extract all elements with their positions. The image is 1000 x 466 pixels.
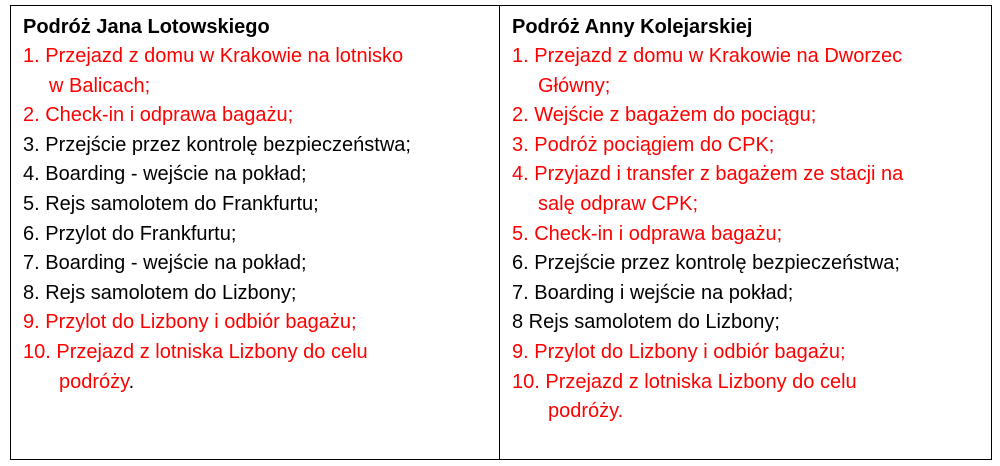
left-step-10-continuation	[49, 368, 489, 398]
left-step-10-continuation-word: podróży	[59, 370, 129, 393]
left-step-7	[23, 249, 489, 279]
left-step-1-text: 1. Przejazd z domu w Krakowie na lotnisko	[23, 45, 404, 67]
right-step-3-text: 3. Podróż pociągiem do CPK;	[512, 133, 775, 156]
right-step-2-text: 2. Wejście z bagażem do pociągu;	[512, 104, 817, 127]
right-step-2	[512, 101, 981, 131]
left-step-list	[23, 42, 489, 397]
left-step-9-text: 9. Przylot do Lizbony i odbiór bagażu;	[23, 311, 357, 334]
right-step-6-text: 6. Przejście przez kontrolę bezpieczeństwa;	[512, 252, 900, 275]
right-step-1-text: 1. Przejazd z domu w Krakowie na Dworzec	[512, 45, 903, 67]
left-step-6-text: 6. Przylot do Frankfurtu;	[23, 222, 237, 245]
right-step-6	[512, 249, 981, 279]
right-step-5-text: 5. Check-in i odprawa bagażu;	[512, 222, 783, 245]
comparison-table	[10, 5, 992, 460]
left-step-10-period: .	[128, 370, 135, 393]
right-step-9-text: 9. Przylot do Lizbony i odbiór bagażu;	[512, 340, 846, 363]
right-step-8	[512, 308, 981, 338]
left-step-5	[23, 190, 489, 220]
left-step-9	[23, 308, 489, 338]
left-column	[11, 6, 500, 459]
right-step-8-text: 8 Rejs samolotem do Lizbony;	[512, 311, 780, 334]
left-step-3	[23, 131, 489, 161]
right-step-7	[512, 279, 981, 309]
left-step-2	[23, 101, 489, 131]
right-column	[500, 6, 991, 459]
right-step-4-continuation: salę odpraw CPK;	[538, 192, 699, 215]
right-step-1-continuation: Główny;	[538, 74, 611, 97]
left-step-10-text: 10. Przejazd z lotniska Lizbony do celu	[23, 340, 368, 363]
left-step-2-text: 2. Check-in i odprawa bagażu;	[23, 104, 294, 127]
left-step-10	[23, 338, 489, 397]
right-step-10-continuation: podróży.	[548, 400, 624, 423]
left-step-7-text: 7. Boarding - wejście na pokład;	[23, 252, 307, 275]
right-step-4	[512, 160, 981, 219]
right-step-9	[512, 338, 981, 368]
left-step-8	[23, 279, 489, 309]
left-step-4	[23, 160, 489, 190]
left-step-6	[23, 220, 489, 250]
left-step-1-continuation: w Balicach;	[49, 74, 151, 97]
left-step-5-text: 5. Rejs samolotem do Frankfurtu;	[23, 192, 319, 215]
left-step-4-text: 4. Boarding - wejście na pokład;	[23, 163, 307, 186]
right-column-title: Podróż Anny Kolejarskiej	[512, 16, 753, 38]
right-step-10-text: 10. Przejazd z lotniska Lizbony do celu	[512, 370, 857, 393]
right-step-list	[512, 42, 981, 427]
left-column-title: Podróż Jana Lotowskiego	[23, 16, 270, 38]
right-step-3	[512, 131, 981, 161]
left-step-8-text: 8. Rejs samolotem do Lizbony;	[23, 281, 297, 304]
right-step-5	[512, 220, 981, 250]
right-step-4-text: 4. Przyjazd i transfer z bagażem ze stacji na	[512, 163, 904, 186]
right-step-10	[512, 368, 981, 427]
right-step-1	[512, 42, 981, 101]
left-step-1	[23, 42, 489, 101]
left-step-3-text: 3. Przejście przez kontrolę bezpieczeństwa;	[23, 133, 411, 156]
right-step-7-text: 7. Boarding i wejście na pokład;	[512, 281, 794, 304]
